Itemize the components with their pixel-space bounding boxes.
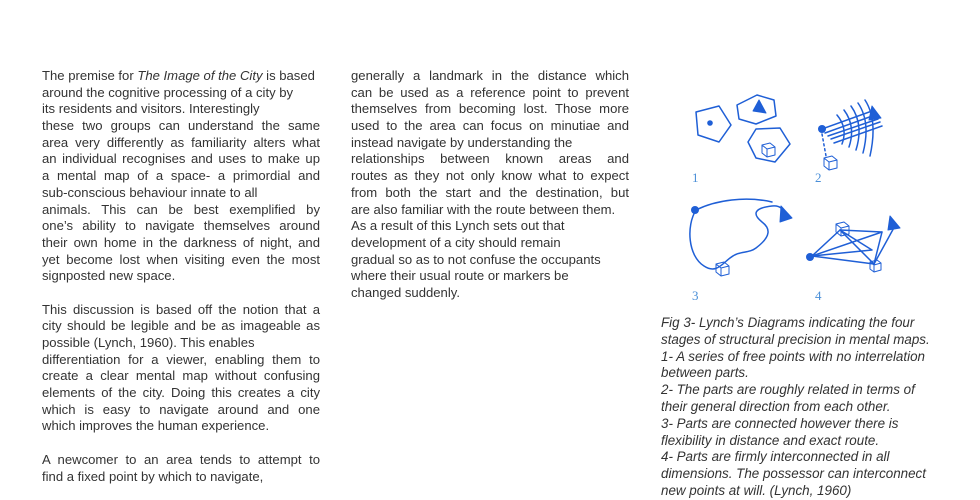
text-line: used to the area can focus on minutiae and: [351, 118, 629, 134]
caption-line: between parts.: [661, 365, 749, 381]
text-line: development of a city should remain: [351, 234, 561, 250]
point-marker: [707, 120, 713, 126]
diagram-2-directional: [818, 100, 882, 170]
text-line: an individual recognises and uses to make up: [42, 151, 320, 167]
text-line: one’s ability to navigate themselves around: [42, 218, 320, 234]
text-line: city should be legible and be as imageable as: [42, 318, 320, 334]
caption-line: new points at will. (Lynch, 1960): [661, 482, 852, 498]
diagram-3-connected-route: [690, 199, 792, 276]
text-line: generally a landmark in the distance which: [351, 68, 629, 83]
cone-marker: [780, 206, 792, 222]
text-line: elements of the city. Doing this creates a city: [42, 385, 320, 401]
text-line: themselves from becoming lost. Those more: [351, 101, 629, 117]
text-line: which is easy to navigate around and one: [42, 401, 320, 417]
text-line: differentiation for a viewer, enabling them to: [42, 351, 320, 367]
text-line: The premise for The Image of the City is based: [42, 68, 315, 83]
text-line: from both the start and the destination, but: [351, 184, 629, 200]
text-line: around the cognitive processing of a city by: [42, 84, 294, 100]
text-line: animals. This can be best exemplified by: [42, 201, 320, 217]
diagram-label-3: 3: [692, 288, 699, 303]
text-line: where their usual route or markers be: [351, 268, 569, 284]
paragraph-2: [42, 302, 320, 436]
cone-marker: [753, 100, 766, 113]
region-outline: [696, 106, 731, 142]
caption-line: flexibility in distance and exact route.: [661, 432, 880, 448]
text-line: a mental map of a space- a primordial and: [42, 168, 320, 184]
text-line: routes as they not only know what to expect: [351, 168, 629, 184]
book-title: The Image of the City: [137, 68, 263, 83]
text-line: create a clear mental map without confusing: [42, 368, 320, 384]
cube-marker: [762, 143, 775, 157]
text-line: changed suddenly.: [351, 284, 460, 300]
figure-caption: [661, 315, 961, 500]
text-line: sub-conscious behaviour innate to all: [42, 184, 258, 200]
caption-line: 2- The parts are roughly related in terms of: [661, 382, 915, 398]
caption-line: 1- A series of free points with no interrelation: [661, 348, 925, 364]
text-line: relationships between known areas and: [351, 151, 629, 167]
text-line: these two groups can understand the same: [42, 118, 320, 134]
diagram-4-interconnected: [806, 216, 900, 272]
text-line: yet become lost when visiting even the most: [42, 251, 320, 267]
caption-line: 3- Parts are connected however there is: [661, 415, 899, 431]
text-line: possible (Lynch, 1960). This enables: [42, 335, 255, 350]
paragraph-3: [42, 452, 320, 485]
text-line: This discussion is based off the notion that a: [42, 301, 320, 317]
point-marker: [691, 206, 699, 214]
text-column-1: [42, 68, 320, 485]
text-line: A newcomer to an area tends to attempt to: [42, 451, 320, 467]
lynch-diagrams-figure: [676, 78, 908, 306]
diagram-1-free-points: [696, 95, 790, 162]
text-line: can be used as a reference point to prevent: [351, 84, 629, 100]
text-line: are also familiar with the route between them.: [351, 201, 616, 217]
text-line: instead navigate by understanding the: [351, 134, 573, 150]
caption-line: dimensions. The possessor can interconnect: [661, 466, 926, 482]
paragraph-1: [42, 68, 320, 285]
text-line: their own home in the darkness of night, and: [42, 234, 320, 250]
text-line: which improves the human experience.: [42, 418, 270, 434]
text-line: area very differently as familiarity alters what: [42, 134, 320, 150]
point-marker: [806, 253, 814, 261]
text-line: find a fixed point by which to navigate,: [42, 468, 264, 484]
diagram-label-1: 1: [692, 170, 699, 185]
caption-line: their general direction from each other.: [661, 398, 891, 414]
cone-marker: [888, 216, 900, 230]
diagram-label-4: 4: [815, 288, 822, 303]
caption-line: stages of structural precision in mental maps.: [661, 331, 930, 347]
diagram-label-2: 2: [815, 170, 822, 185]
cube-marker: [824, 156, 837, 170]
text-line: As a result of this Lynch sets out that: [351, 218, 565, 234]
text-line: its residents and visitors. Interestingly: [42, 101, 260, 117]
text-line: gradual so as to not confuse the occupants: [351, 251, 601, 267]
caption-line: Fig 3- Lynch’s Diagrams indicating the four: [661, 315, 915, 330]
caption-line: 4- Parts are firmly interconnected in all: [661, 449, 890, 465]
text-line: signposted new space.: [42, 268, 176, 284]
text-column-2: [351, 68, 629, 302]
